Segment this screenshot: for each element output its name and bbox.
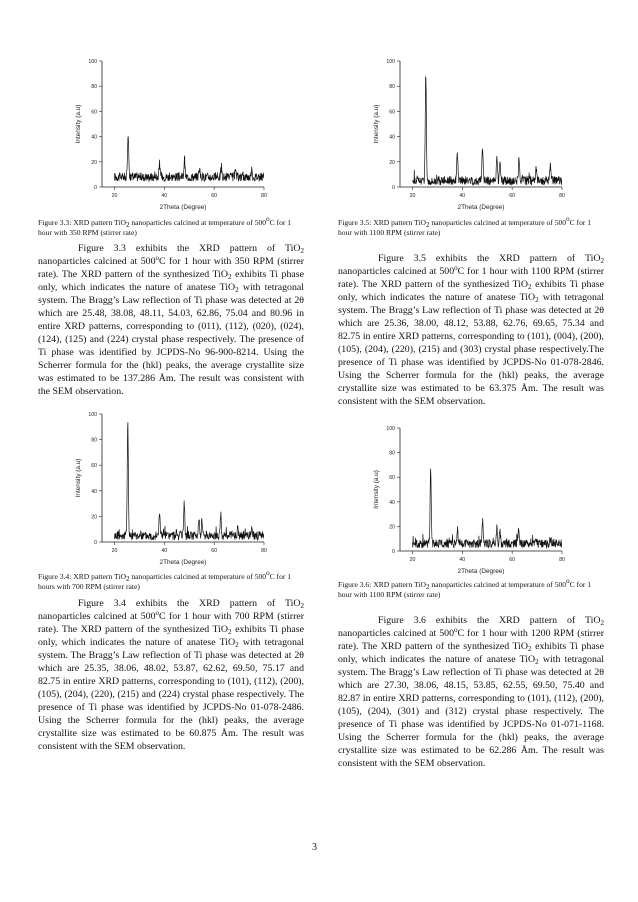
y-tick-label: 0 <box>94 185 97 191</box>
y-tick-label: 40 <box>91 134 97 141</box>
x-axis-label: 2Theta (Degree) <box>159 559 207 566</box>
figure-caption-3-6: Figure 3.6: XRD pattern TiO$_2$ nanoparticles calcined at temperature of 500$^o$C for 1 hour with 1100 RPM (stirrer rate) <box>338 577 592 599</box>
y-tick-label: 80 <box>389 84 395 91</box>
paragraph-fig-3-6: Figure 3.6 exhibits the XRD pattern of TiO$_2$ nanoparticles calcined at 500$^o$C for 1 hour with 1200 RPM (stirrer rate). The XRD pattern of the synthesized TiO$_2$ exhibits Ti phase only, which indicates the nature of anatese TiO$_2$ with tetragonal system. The Bragg’s Law reflection of Ti phase was detected at 2θ which are 27.30, 38.06, 48.15, 53.85, 62.55, 69.50, 75.40 and 82.87 in entire XRD patterns, corresponding to (101), (112), (200), (105), (204), (301) and (312) crystal phase respectively. The presence of Ti phase was identified by JCPDS-No 01-071-1168. Using the Scherrer formula for the (hkl) peaks, the average crystallite size was estimated to be 62.286 Åm. The result was consistent with the SEM observation. <box>338 615 604 769</box>
y-tick-label: 100 <box>386 426 395 432</box>
y-axis-label: Intensity (a.u) <box>373 104 380 144</box>
paragraph-fig-3-3: Figure 3.3 exhibits the XRD pattern of TiO$_2$ nanoparticles calcined at 500$^o$C for 1 hour with 350 RPM (stirrer rate). The XRD pattern of the synthesized TiO$_2$ exhibits Ti phase only, which indicates the nature of anatese TiO$_2$ with tetragonal system. The Bragg’s Law reflection of Ti phase was detected at 2θ which are 25.48, 38.08, 48.11, 54.03, 62.86, 75.04 and 80.96 in entire XRD patterns, corresponding to (011), (112), (020), (024), (124), (125) and (224) crystal phase respectively. The presence of Ti phase was identified by JCPDS-No 96-900-8214. Using the Scherrer formula for the (hkl) peaks, the average crystallite size was estimated to be 137.286 Åm. The result was consistent with the SEM observation. <box>38 243 305 397</box>
x-tick-label: 80 <box>559 557 565 563</box>
y-tick-label: 100 <box>88 412 97 418</box>
y-tick-label: 20 <box>91 514 97 521</box>
x-axis-label: 2Theta (Degree) <box>457 568 505 575</box>
xrd-plot-svg <box>360 422 570 577</box>
y-tick-label: 80 <box>389 450 395 457</box>
xrd-chart-fig-3-6 <box>360 422 570 577</box>
x-tick-label: 40 <box>161 193 168 199</box>
x-tick-label: 40 <box>459 557 466 563</box>
y-tick-label: 20 <box>91 159 97 166</box>
x-axis-label: 2Theta (Degree) <box>457 204 505 211</box>
x-tick-label: 80 <box>261 548 267 554</box>
x-tick-label: 60 <box>509 193 516 199</box>
xrd-plot-svg <box>62 55 272 213</box>
y-axis-label: Intensity (a.u) <box>373 470 380 509</box>
y-tick-label: 0 <box>392 549 395 555</box>
figure-caption-3-5: Figure 3.5: XRD pattern TiO$_2$ nanoparticles calcined at temperature of 500$^o$C for 1 hour with 1100 RPM (stirrer rate) <box>338 215 592 237</box>
x-tick-label: 40 <box>161 548 168 554</box>
xrd-plot-svg <box>62 408 272 568</box>
y-tick-label: 40 <box>389 499 395 506</box>
x-tick-label: 60 <box>509 557 516 563</box>
x-tick-label: 80 <box>559 193 565 199</box>
figure-caption-3-3: Figure 3.3: XRD pattern TiO$_2$ nanoparticles calcined at temperature of 500$^o$C for 1 hour with 350 RPM (stirrer rate) <box>38 215 292 237</box>
x-tick-label: 20 <box>111 193 118 199</box>
xrd-chart-fig-3-5 <box>360 55 570 213</box>
y-tick-label: 40 <box>91 488 97 495</box>
paragraph-fig-3-5: Figure 3.5 exhibits the XRD pattern of TiO$_2$ nanoparticles calcined at 500$^o$C for 1 hour with 1100 RPM (stirrer rate). The XRD pattern of the synthesized TiO$_2$ exhibits Ti phase only, which indicates the nature of anatese TiO$_2$ with tetragonal system. The Bragg’s Law reflection of Ti phase was detected at 2θ which are 25.36, 38.00, 48.12, 53.88, 62.76, 69.65, 75.34 and 82.75 in entire XRD patterns, corresponding to (101), (004), (200), (105), (204), (220), (215) and (303) crystal phase respectively.The presence of Ti phase was identified by JCPDS-No 01-078-2846. Using the Scherrer formula for the (hkl) peaks, the average crystallite size was estimated to be 63.375 Åm. The result was consistent with the SEM observation. <box>338 253 604 407</box>
x-tick-label: 40 <box>459 193 466 199</box>
y-tick-label: 100 <box>88 59 97 65</box>
x-tick-label: 20 <box>409 557 416 563</box>
y-tick-label: 100 <box>386 59 395 65</box>
xrd-series-line <box>115 136 264 181</box>
y-tick-label: 60 <box>389 109 395 116</box>
figure-caption-3-4: Figure 3.4: XRD pattern TiO$_2$ nanoparticles calcined at temperature of 500$^o$C for 1 hours with 700 RPM (stirrer rate) <box>38 569 292 591</box>
x-tick-label: 20 <box>111 548 118 554</box>
xrd-chart-fig-3-4 <box>62 408 272 568</box>
y-tick-label: 20 <box>389 524 395 531</box>
y-tick-label: 60 <box>389 475 395 482</box>
y-tick-label: 0 <box>392 185 395 191</box>
xrd-series-line <box>115 422 264 540</box>
x-tick-label: 60 <box>211 548 218 554</box>
y-tick-label: 60 <box>91 109 97 116</box>
y-tick-label: 20 <box>389 159 395 166</box>
y-tick-label: 0 <box>94 540 97 546</box>
x-axis-label: 2Theta (Degree) <box>159 204 207 211</box>
x-tick-label: 20 <box>409 193 416 199</box>
xrd-series-line <box>413 469 562 548</box>
y-tick-label: 80 <box>91 84 97 91</box>
xrd-chart-fig-3-3 <box>62 55 272 213</box>
page-number: 3 <box>312 842 317 853</box>
y-axis-label: Intensity (a.u) <box>75 104 82 144</box>
y-tick-label: 60 <box>91 463 97 470</box>
x-tick-label: 60 <box>211 193 218 199</box>
y-axis-label: Intensity (a.u) <box>75 458 82 498</box>
x-tick-label: 80 <box>261 193 267 199</box>
xrd-series-line <box>413 77 562 185</box>
xrd-plot-svg <box>360 55 570 213</box>
y-tick-label: 80 <box>91 437 97 444</box>
paragraph-fig-3-4: Figure 3.4 exhibits the XRD pattern of TiO$_2$ nanoparticles calcined at 500$^o$C for 1 hour with 700 RPM (stirrer rate). The XRD pattern of the synthesized TiO$_2$ exhibits Ti phase only, which indicates the nature of anatese TiO$_2$ with tetragonal system. The Bragg’s Law reflection of Ti phase was detected at 2θ which are 25.35, 38.06, 48.02, 53.87, 62.62, 69.50, 75.17 and 82.75 in entire XRD patterns, corresponding to (101), (112), (200), (105), (204), (220), (215) and (224) crystal phase respectively. The presence of Ti phase was identified by JCPDS-No 01-078-2486. Using the Scherrer formula for the (hkl) peaks, the average crystallite size was estimated to be 60.875 Åm. The result was consistent with the SEM observation. <box>38 598 305 752</box>
y-tick-label: 40 <box>389 134 395 141</box>
